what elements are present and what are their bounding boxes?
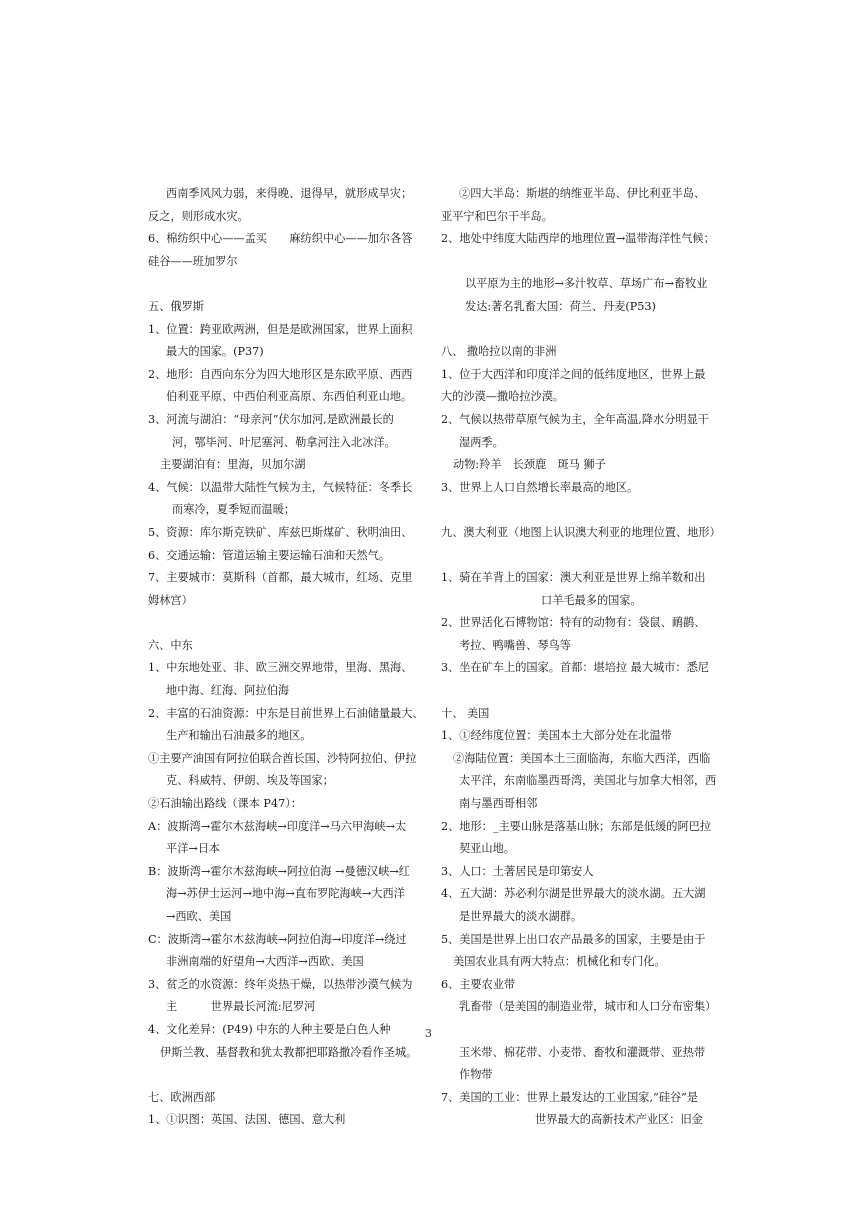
right-column-line: 十、 美国 bbox=[441, 706, 490, 720]
right-column-line: 7、美国的工业：世界上最发达的工业国家,“硅谷”是 bbox=[441, 1090, 699, 1104]
right-column-line: 乳畜带（是美国的制造业带，城市和人口分布密集） bbox=[459, 1000, 717, 1014]
blank-line bbox=[148, 1064, 420, 1087]
left-column-line: ②石油输出路线（课本 P47）： bbox=[148, 797, 302, 811]
left-column-line: 主要湖泊有：里海，贝加尔湖 bbox=[160, 458, 306, 472]
right-column-line: 发达:著名乳畜大国：荷兰、丹麦(P53) bbox=[465, 299, 656, 313]
left-column-line: 西南季风风力弱，来得晚、退得早，就形成旱灾； bbox=[166, 187, 413, 200]
right-column-line: 契亚山地。 bbox=[459, 842, 515, 856]
left-column-line: 平洋→日本 bbox=[166, 842, 221, 856]
left-column-line: 3、河流与湖泊：“母亲河”伏尔加河,是欧洲最长的 bbox=[148, 412, 394, 426]
left-column-line: C：波斯湾→霍尔木兹海峡→阿拉伯海→印度洋→绕过 bbox=[148, 932, 407, 946]
left-column-line: 1、①识图：英国、法国、德国、意大利 bbox=[148, 1113, 346, 1127]
right-column-line: 太平洋，东南临墨西哥湾，美国北与加拿大相邻，西 bbox=[459, 774, 717, 788]
left-column-line: ①主要产油国有阿拉伯联合酋长国、沙特阿拉伯、伊拉 bbox=[148, 751, 417, 765]
right-column-line: 动物:羚羊 长颈鹿 斑马 狮子 bbox=[453, 458, 606, 472]
right-column-line: 2、地处中纬度大陆西岸的地理位置→温带海洋性气候； bbox=[441, 232, 715, 246]
right-column-line: 1、①经纬度位置：美国本土大部分处在北温带 bbox=[441, 729, 672, 743]
left-column-line: 4、气候：以温带大陆性气候为主，气候特征：冬季长 bbox=[148, 480, 413, 494]
left-column-line: 克、科威特、伊朗、埃及等国家； bbox=[166, 774, 334, 788]
right-column-line: 3、世界上人口自然增长率最高的地区。 bbox=[441, 480, 639, 494]
right-column-line: 以平原为主的地形→多汁牧草、草场广布→畜牧业 bbox=[465, 277, 708, 291]
left-column-line: 伯利亚平原、中西伯利亚高原、东西伯利亚山地。 bbox=[166, 390, 413, 404]
blank-line bbox=[441, 251, 721, 274]
right-column-line: ②四大半岛：斯堪的纳维亚半岛、伊比利亚半岛、 bbox=[459, 187, 706, 200]
left-column-line: 而寒冷，夏季短而温暖； bbox=[172, 503, 296, 517]
left-column-line: 2、地形：自西向东分为四大地形区是东欧平原、西西 bbox=[148, 367, 413, 381]
right-column-line: 2、地形：_主要山脉是落基山脉；东部是低缓的阿巴拉 bbox=[441, 819, 712, 833]
left-column-line: 1、中东地处亚、非、欧三洲交界地带，里海、黑海、 bbox=[148, 661, 413, 675]
left-column-line: 6、棉纺织中心——孟买 麻纺织中心——加尔各答 bbox=[148, 232, 413, 246]
right-column-line: 1、位于大西洋和印度洋之间的低纬度地区，世界上最 bbox=[441, 367, 706, 381]
left-column-line: 河，鄂毕河、叶尼塞河、勒拿河注入北冰洋。 bbox=[172, 435, 396, 449]
right-column-line: 玉米带、棉花带、小麦带、畜牧和灌溉带、亚热带 bbox=[459, 1045, 706, 1059]
right-column-line: 考拉、鸭嘴兽、琴鸟等 bbox=[459, 638, 571, 652]
left-column-line: 1、位置：跨亚欧两洲，但是是欧洲国家，世界上面积 bbox=[148, 322, 413, 336]
left-column-line: 伊斯兰教、基督教和犹太教都把耶路撒冷看作圣城。 bbox=[160, 1045, 418, 1059]
right-column-line: 4、五大湖：苏必利尔湖是世界最大的淡水湖。五大湖 bbox=[441, 887, 706, 901]
left-column-line: 硅谷——班加罗尔 bbox=[148, 254, 238, 268]
right-column-line: 美国农业具有两大特点：机械化和专门化。 bbox=[453, 955, 666, 969]
left-column-line: 地中海、红海、阿拉伯海 bbox=[166, 684, 290, 698]
blank-line bbox=[441, 319, 721, 342]
right-column-line: 九、澳大利亚（地图上认识澳大利亚的地理位置、地形） bbox=[441, 525, 721, 539]
left-column-line: 姆林宫） bbox=[148, 593, 193, 607]
right-column-line: 3、人口：土著居民是印第安人 bbox=[441, 864, 594, 878]
left-column-line: 3、贫乏的水资源：终年炎热干燥，以热带沙漠气候为 bbox=[148, 977, 413, 991]
left-column-line: 七、欧洲西部 bbox=[148, 1090, 216, 1104]
right-column-line: 3、坐在矿车上的国家。首都：堪培拉 最大城市：悉尼 bbox=[441, 661, 709, 675]
blank-line bbox=[441, 1019, 721, 1042]
right-column-line: 湿两季。 bbox=[459, 435, 504, 449]
left-column-line: 7、主要城市：莫斯科（首都，最大城市，红场、克里 bbox=[148, 571, 413, 585]
right-column-line: 2、气候以热带草原气候为主，全年高温,降水分明显干 bbox=[441, 412, 709, 426]
page-number: 3 bbox=[425, 1027, 432, 1040]
left-column-line: →西欧、美国 bbox=[166, 910, 232, 923]
right-column-line: ②海陆位置：美国本土三面临海，东临大西洋，西临 bbox=[453, 751, 711, 765]
left-column-line: 五、俄罗斯 bbox=[148, 299, 204, 313]
left-column-line: 生产和输出石油最多的地区。 bbox=[166, 729, 312, 743]
left-column-line: 最大的国家。(P37) bbox=[166, 345, 264, 359]
left-column-line: A：波斯湾→霍尔木兹海峡→印度洋→马六甲海峡→太 bbox=[148, 819, 407, 833]
blank-line bbox=[441, 545, 721, 568]
right-column-line: 是世界最大的淡水湖群。 bbox=[459, 910, 583, 923]
left-column-line: 非洲南端的好望角→大西洋→西欧、美国 bbox=[166, 955, 364, 969]
blank-line bbox=[441, 680, 721, 703]
left-column-line: 2、丰富的石油资源：中东是目前世界上石油储量最大、 bbox=[148, 706, 424, 720]
right-column-line: 世界最大的高新技术产业区：旧金 bbox=[535, 1113, 703, 1127]
left-column-line: 反之，则形成水灾。 bbox=[148, 209, 249, 223]
right-column-line: 1、骑在羊背上的国家：澳大利亚是世界上绵羊数和出 bbox=[441, 571, 706, 585]
right-column bbox=[441, 183, 721, 1132]
right-column-line: 八、 撒哈拉以南的非洲 bbox=[441, 345, 557, 359]
left-column-line: 5、资源：库尔斯克铁矿、库兹巴斯煤矿、秋明油田、 bbox=[148, 525, 413, 539]
blank-line bbox=[148, 612, 420, 635]
blank-line bbox=[148, 273, 420, 296]
right-column-line: 口羊毛最多的国家。 bbox=[541, 593, 642, 607]
left-column bbox=[148, 183, 424, 1132]
left-column-line: 6、交通运输：管道运输主要运输石油和天然气。 bbox=[148, 548, 391, 562]
left-column-line: 4、文化差异：(P49) 中东的人种主要是白色人种 bbox=[148, 1022, 391, 1036]
right-column-line: 2、世界活化石博物馆：特有的动物有：袋鼠、鸸鹋、 bbox=[441, 616, 706, 630]
right-column-line: 大的沙漠—撒哈拉沙漠。 bbox=[441, 390, 565, 404]
left-column-line: 主 世界最长河流:尼罗河 bbox=[166, 1000, 316, 1014]
right-column-line: 南与墨西哥相邻 bbox=[459, 797, 538, 811]
left-column-line: B：波斯湾→霍尔木兹海峡→阿拉伯海 →曼德汉峡→红 bbox=[148, 864, 410, 878]
right-column-line: 作物带 bbox=[459, 1068, 493, 1082]
right-column-line: 5、美国是世界上出口农产品最多的国家，主要是由于 bbox=[441, 932, 706, 946]
left-column-line: 六、中东 bbox=[148, 638, 193, 652]
right-column-line: 亚平宁和巴尔干半岛。 bbox=[441, 209, 553, 223]
right-column-line: 6、主要农业带 bbox=[441, 977, 516, 991]
left-column-line: 海→苏伊士运河→地中海→直布罗陀海峡→大西洋 bbox=[166, 887, 405, 901]
blank-line bbox=[441, 499, 721, 522]
